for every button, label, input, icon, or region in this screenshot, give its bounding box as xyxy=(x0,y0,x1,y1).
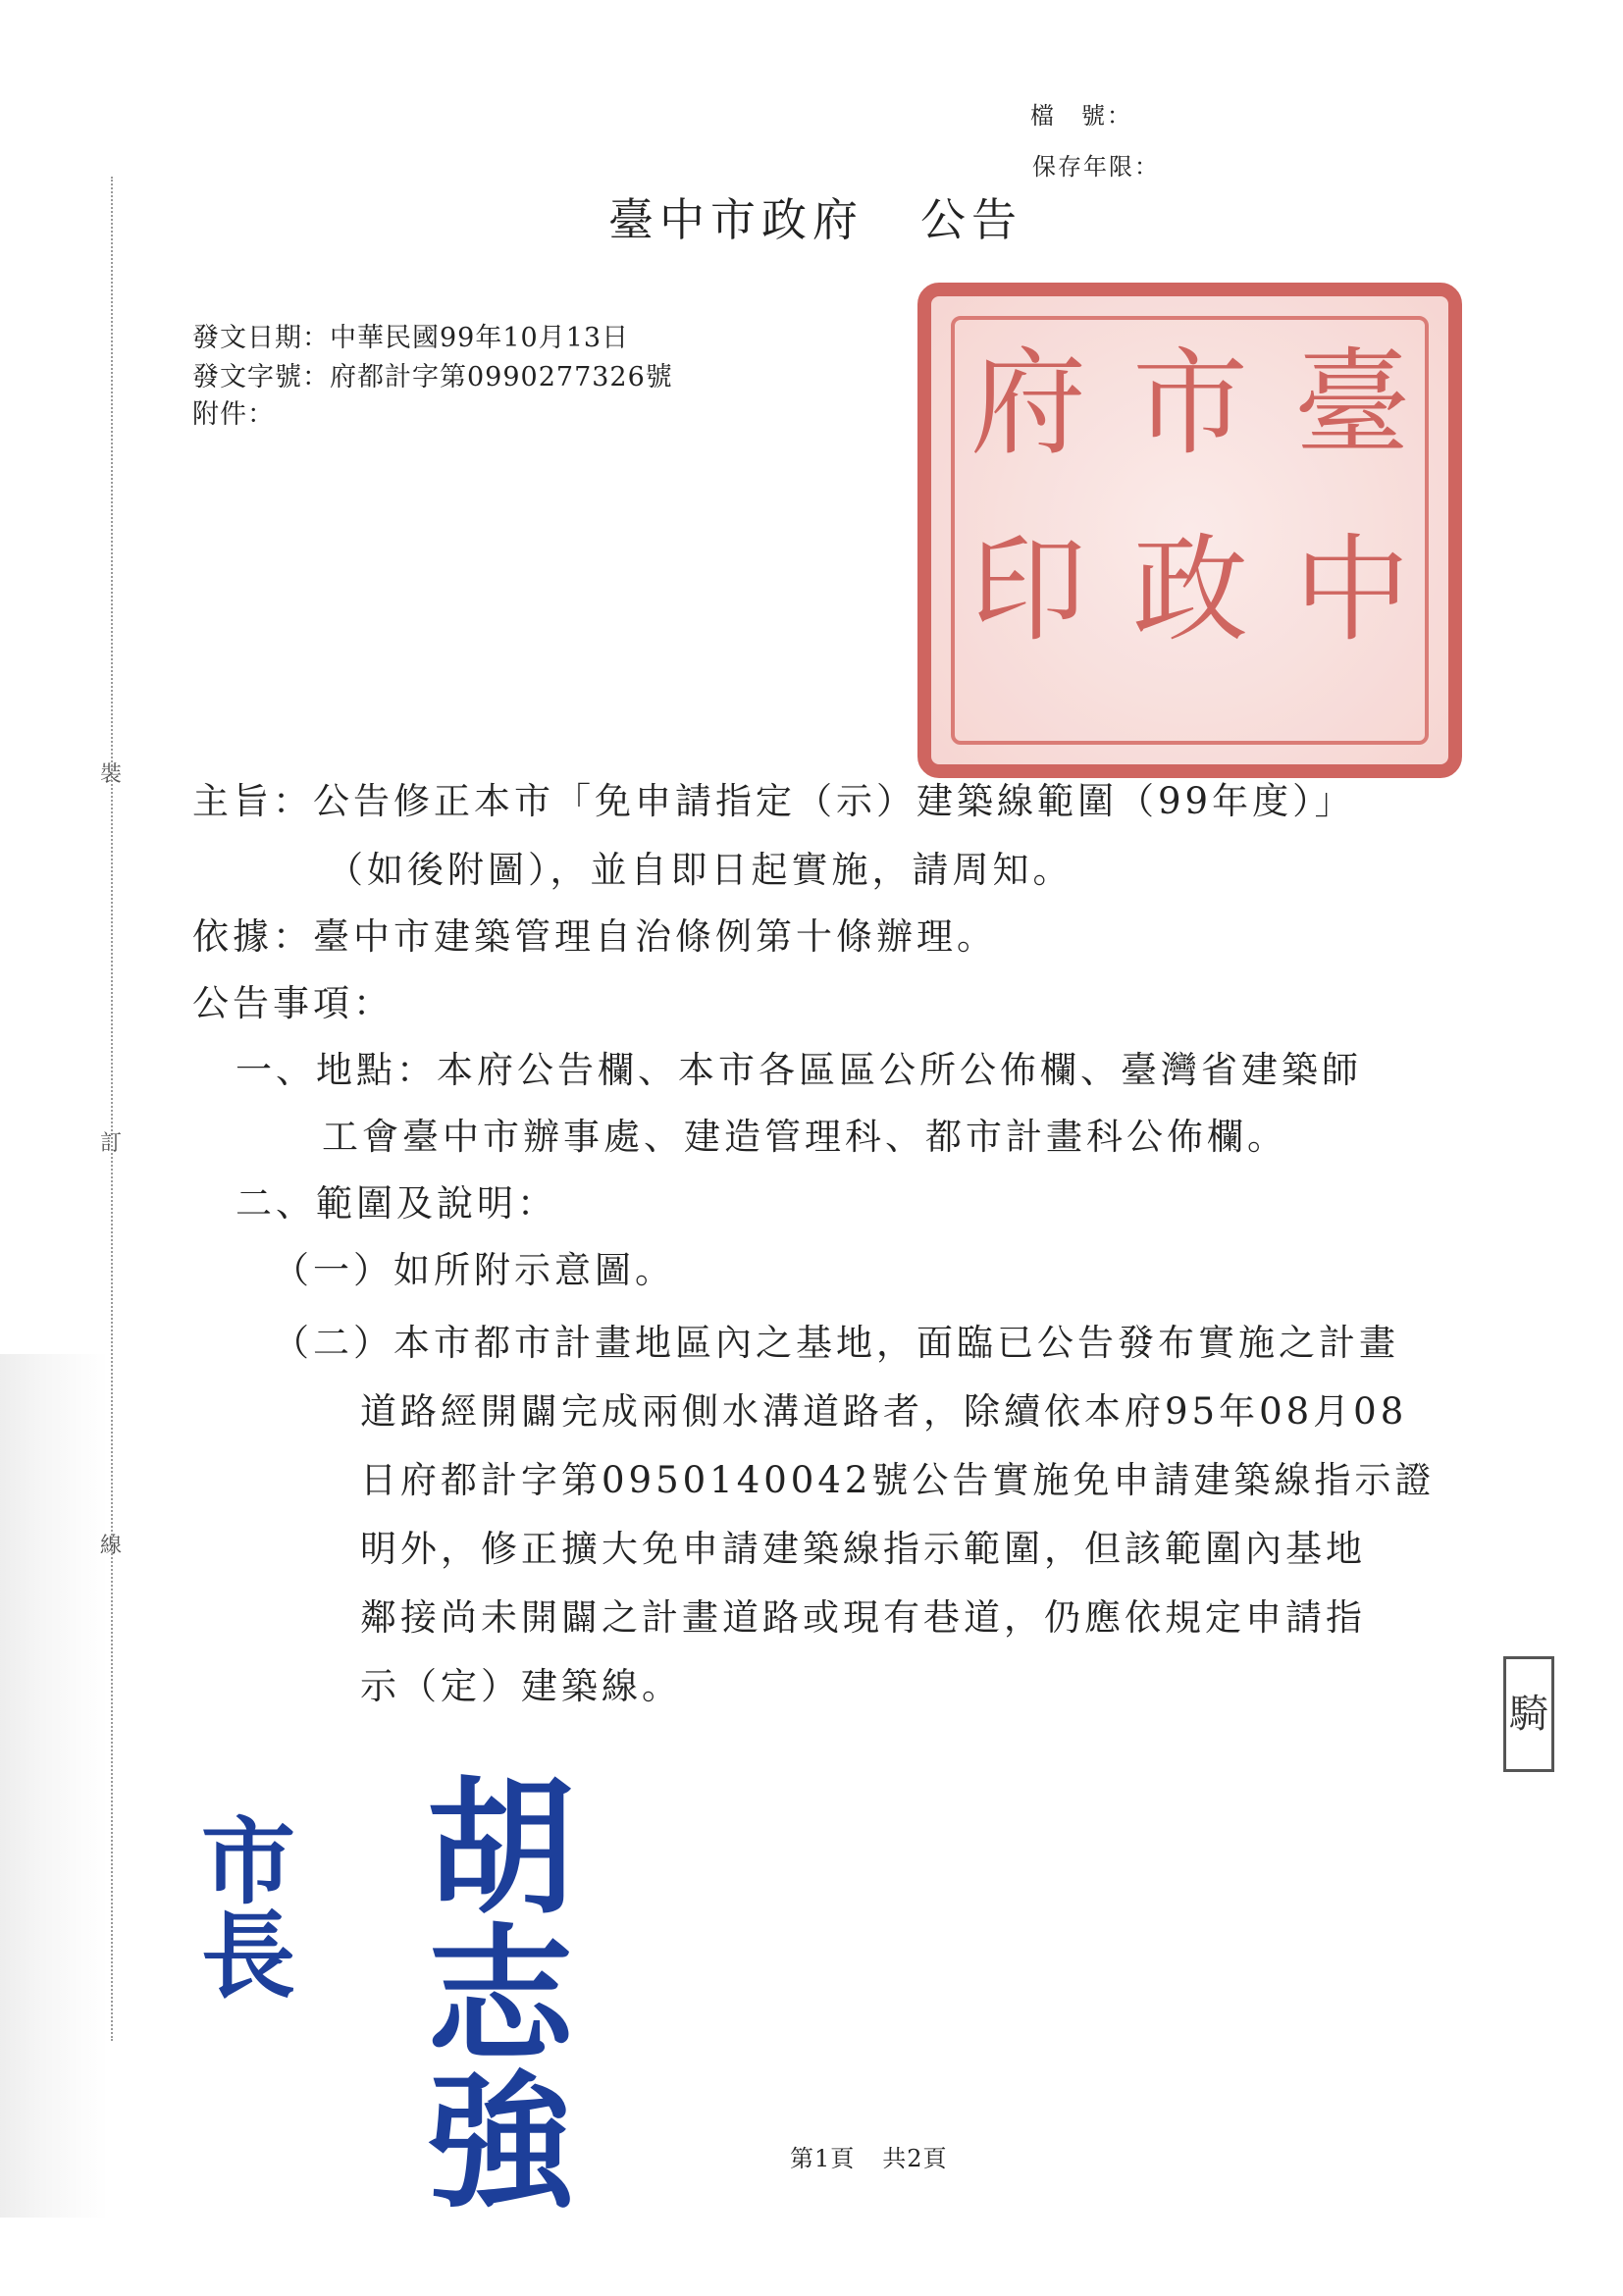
item2-sub2-line-2: 道路經開闢完成兩側水溝道路者，除續依本府95年08月08 xyxy=(360,1390,1408,1433)
item1-line-2: 工會臺中市辦事處、建造管理科、都市計畫科公佈欄。 xyxy=(322,1116,1287,1158)
page-number: 第1頁 xyxy=(790,2145,856,2172)
item2-sub2-line-3: 日府都計字第0950140042號公告實施免申請建築線指示證 xyxy=(360,1459,1436,1501)
item2-sub2-line-6: 示（定）建築線。 xyxy=(360,1665,682,1707)
side-stamp: 騎 xyxy=(1503,1656,1554,1772)
item2-sub1: （一）如所附示意圖。 xyxy=(273,1249,675,1291)
signature-name: 胡志強 xyxy=(427,1764,608,2229)
retention-period-label: 保存年限： xyxy=(1032,153,1160,181)
item2-sub2-line-4: 明外，修正擴大免申請建築線指示範圍，但該範圍內基地 xyxy=(360,1528,1366,1570)
file-number-label: 檔 號： xyxy=(1030,102,1132,130)
agency-name: 臺中市政府 xyxy=(608,193,864,246)
official-seal xyxy=(917,283,1462,778)
seal-char: 中 xyxy=(1294,522,1411,657)
binding-mark-zhuang: 裝 xyxy=(100,762,123,787)
items-heading: 公告事項： xyxy=(192,982,393,1024)
page-total: 共2頁 xyxy=(882,2145,948,2172)
basis-line: 依據：臺中市建築管理自治條例第十條辦理。 xyxy=(192,915,997,958)
item1-line-1: 一、地點：本府公告欄、本市各區區公所公佈欄、臺灣省建築師 xyxy=(236,1049,1362,1091)
binding-line xyxy=(111,177,113,2041)
seal-char: 政 xyxy=(1132,522,1249,657)
seal-char: 印 xyxy=(970,522,1087,657)
issue-date: 發文日期：中華民國99年10月13日 xyxy=(192,323,630,353)
binding-mark-xian: 線 xyxy=(100,1534,123,1558)
binding-mark-ding: 訂 xyxy=(100,1131,123,1156)
document-title xyxy=(608,184,1022,249)
document-type: 公告 xyxy=(920,193,1022,246)
seal-char: 市 xyxy=(1132,336,1249,471)
item2-sub2-line-1: （二）本市都市計畫地區內之基地，面臨已公告發布實施之計畫 xyxy=(273,1322,1399,1364)
signature-title: 市長 xyxy=(201,1807,295,2011)
paper-fold-shadow xyxy=(0,1354,108,2218)
seal-char: 府 xyxy=(970,336,1087,471)
subject-line-2: （如後附圖），並自即日起實施，請周知。 xyxy=(327,849,1073,891)
seal-char: 臺 xyxy=(1294,336,1411,471)
item2-sub2-line-5: 鄰接尚未開闢之計畫道路或現有巷道，仍應依規定申請指 xyxy=(360,1596,1366,1639)
subject-line-1: 主旨：公告修正本市「免申請指定（示）建築線範圍（99年度）」 xyxy=(192,780,1355,822)
item2-heading: 二、範圍及說明： xyxy=(236,1182,557,1225)
document-number: 發文字號：府都計字第0990277326號 xyxy=(192,362,673,392)
page-footer xyxy=(790,2139,948,2173)
attachment-label: 附件： xyxy=(192,399,275,430)
